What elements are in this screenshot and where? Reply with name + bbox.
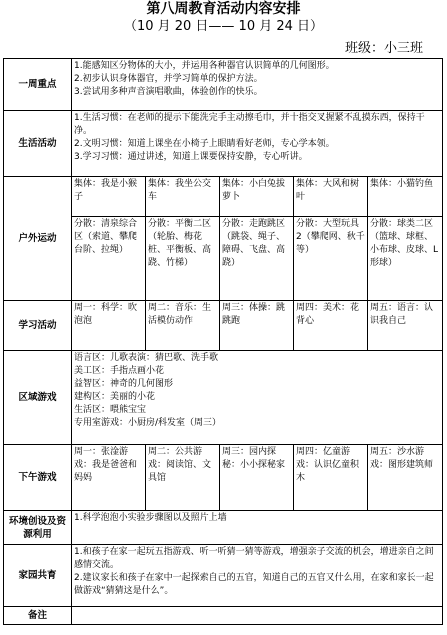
afternoon-label: 下午游戏 [4,445,72,511]
outdoor-group-text: 集体：小白兔拔萝卜 [222,179,286,202]
learning-label: 学习活动 [4,301,72,351]
remarks-label: 备注 [4,607,72,625]
area-item: 美工区：手指点画小花 [74,366,165,376]
outdoor-scattered-text: 分散：平衡二区（轮胎、梅花桩、平衡板、高跷、竹梯） [148,219,212,268]
area-label: 区域游戏 [4,351,72,445]
afternoon-day-cell [72,445,146,511]
afternoon-day-cell [220,445,294,511]
focus-item: 2.初步认识身体器官，并学习简单的保护方法。 [74,74,263,84]
learning-day-cell [146,301,220,351]
afternoon-day-cell [368,445,443,511]
outdoor-scattered-text: 分散：清泉综合区（索道、攀爬台阶、拉绳） [74,219,138,255]
area-content [72,351,443,445]
outdoor-scattered-text: 分散：大型玩具 2（攀爬网、秋千等） [296,219,365,255]
home-item: 1.和孩子在家一起玩五指游戏、听一听猜一猜等游戏，增强亲子交流的机会，增进亲自之间感情交流。 [74,547,434,570]
outdoor-scattered-cell [294,217,368,301]
weekly-plan-table [3,58,443,625]
afternoon-day-cell [146,445,220,511]
page-title: 第八周教育活动内容安排 [146,1,301,17]
life-item: 1.生活习惯：在老师的提示下能洗完手主动擦毛巾，并十指交叉握紧不乱摸东西，保持干净。 [74,113,425,136]
outdoor-group-text: 集体：我是小猴子 [74,179,138,202]
outdoor-group-cell [146,177,220,217]
area-item: 建构区：美丽的小花 [74,392,156,402]
life-content [72,111,443,177]
learning-day-text: 周四：美术：花背心 [296,303,360,326]
home-item: 2.建议家长和孩子在家中一起探索自己的五官，知道自己的五官又什么用，在家和家长一起做游戏“猜猜这是什么”。 [74,573,434,596]
life-label: 生活活动 [4,111,72,177]
outdoor-group-cell [294,177,368,217]
afternoon-day-text: 周三：园内探秘：小小探秘家 [222,447,286,470]
focus-row [4,59,443,111]
outdoor-group-cell [220,177,294,217]
outdoor-label: 户外运动 [4,177,72,301]
outdoor-group-cell [368,177,443,217]
environment-label: 环境创设及资源利用 [4,511,72,545]
outdoor-scattered-text: 分散：走跑跳区（跳袋、绳子、障碍、飞盘、高跷） [222,219,286,268]
outdoor-scattered-cell [220,217,294,301]
afternoon-day-text: 周二：公共游戏：阅读馆、文具馆 [148,447,212,483]
afternoon-day-text: 周一：张淦游戏：我是爸爸和妈妈 [74,447,138,483]
afternoon-day-text: 周五：沙水游戏：图形建筑师 [370,447,434,470]
learning-day-cell [220,301,294,351]
area-row [4,351,443,445]
outdoor-scattered-cell [146,217,220,301]
environment-content [72,511,443,545]
home-label: 家园共育 [4,545,72,607]
focus-content [72,59,443,111]
learning-day-text: 周一：科学：吹泡泡 [74,303,138,326]
outdoor-scattered-cell [368,217,443,301]
environment-row [4,511,443,545]
focus-item: 1.能感知区分物体的大小，并运用各种器官认识简单的几何图形。 [74,61,335,71]
outdoor-group-text: 集体：我坐公交车 [148,179,212,202]
learning-day-text: 周二：音乐：生活模仿动作 [148,303,212,326]
date-range: （10 月 20 日—— 10 月 24 日） [123,19,324,34]
learning-day-cell [368,301,443,351]
area-item: 语言区：儿歌表演：猜巴歌、洗手歌 [74,353,219,363]
learning-day-cell [72,301,146,351]
environment-text: 1.科学泡泡小实验步骤图以及照片上墙 [74,513,227,523]
home-row [4,545,443,607]
learning-day-text: 周三：体操：跳跳跑 [222,303,286,326]
remarks-row [4,607,443,625]
afternoon-day-cell [294,445,368,511]
area-item: 生活区：喂熊宝宝 [74,405,147,415]
area-item: 专用室游戏：小厨房/科发室（周三） [74,418,222,428]
life-item: 3.学习习惯：通过讲述，知道上课要保持安静，专心听讲。 [74,152,308,162]
afternoon-day-text: 周四：亿童游戏：认识亿童积木 [296,447,360,483]
learning-day-text: 周五：语言：认识我自己 [370,303,434,326]
afternoon-row [4,445,443,511]
class-label: 班级：小三班 [344,41,423,56]
life-row [4,111,443,177]
outdoor-group-text: 集体：小猫钓鱼 [370,179,434,189]
area-item: 益智区：神奇的几何图形 [74,379,174,389]
learning-row [4,301,443,351]
learning-day-cell [294,301,368,351]
life-item: 2.文明习惯：知道上课坐在小椅子上眼睛看好老师，专心学本领。 [74,139,335,149]
outdoor-group-text: 集体：大风和树叶 [296,179,360,202]
focus-label: 一周重点 [4,59,72,111]
outdoor-group-row [4,177,443,217]
outdoor-scattered-cell [72,217,146,301]
home-content [72,545,443,607]
outdoor-group-cell [72,177,146,217]
outdoor-scattered-text: 分散：球类二区（篮球、球框、小布球、皮球、L 形球） [370,219,439,268]
focus-item: 3.尝试用多种声音演唱歌曲，体验创作的快乐。 [74,87,263,97]
remarks-content [72,607,443,625]
